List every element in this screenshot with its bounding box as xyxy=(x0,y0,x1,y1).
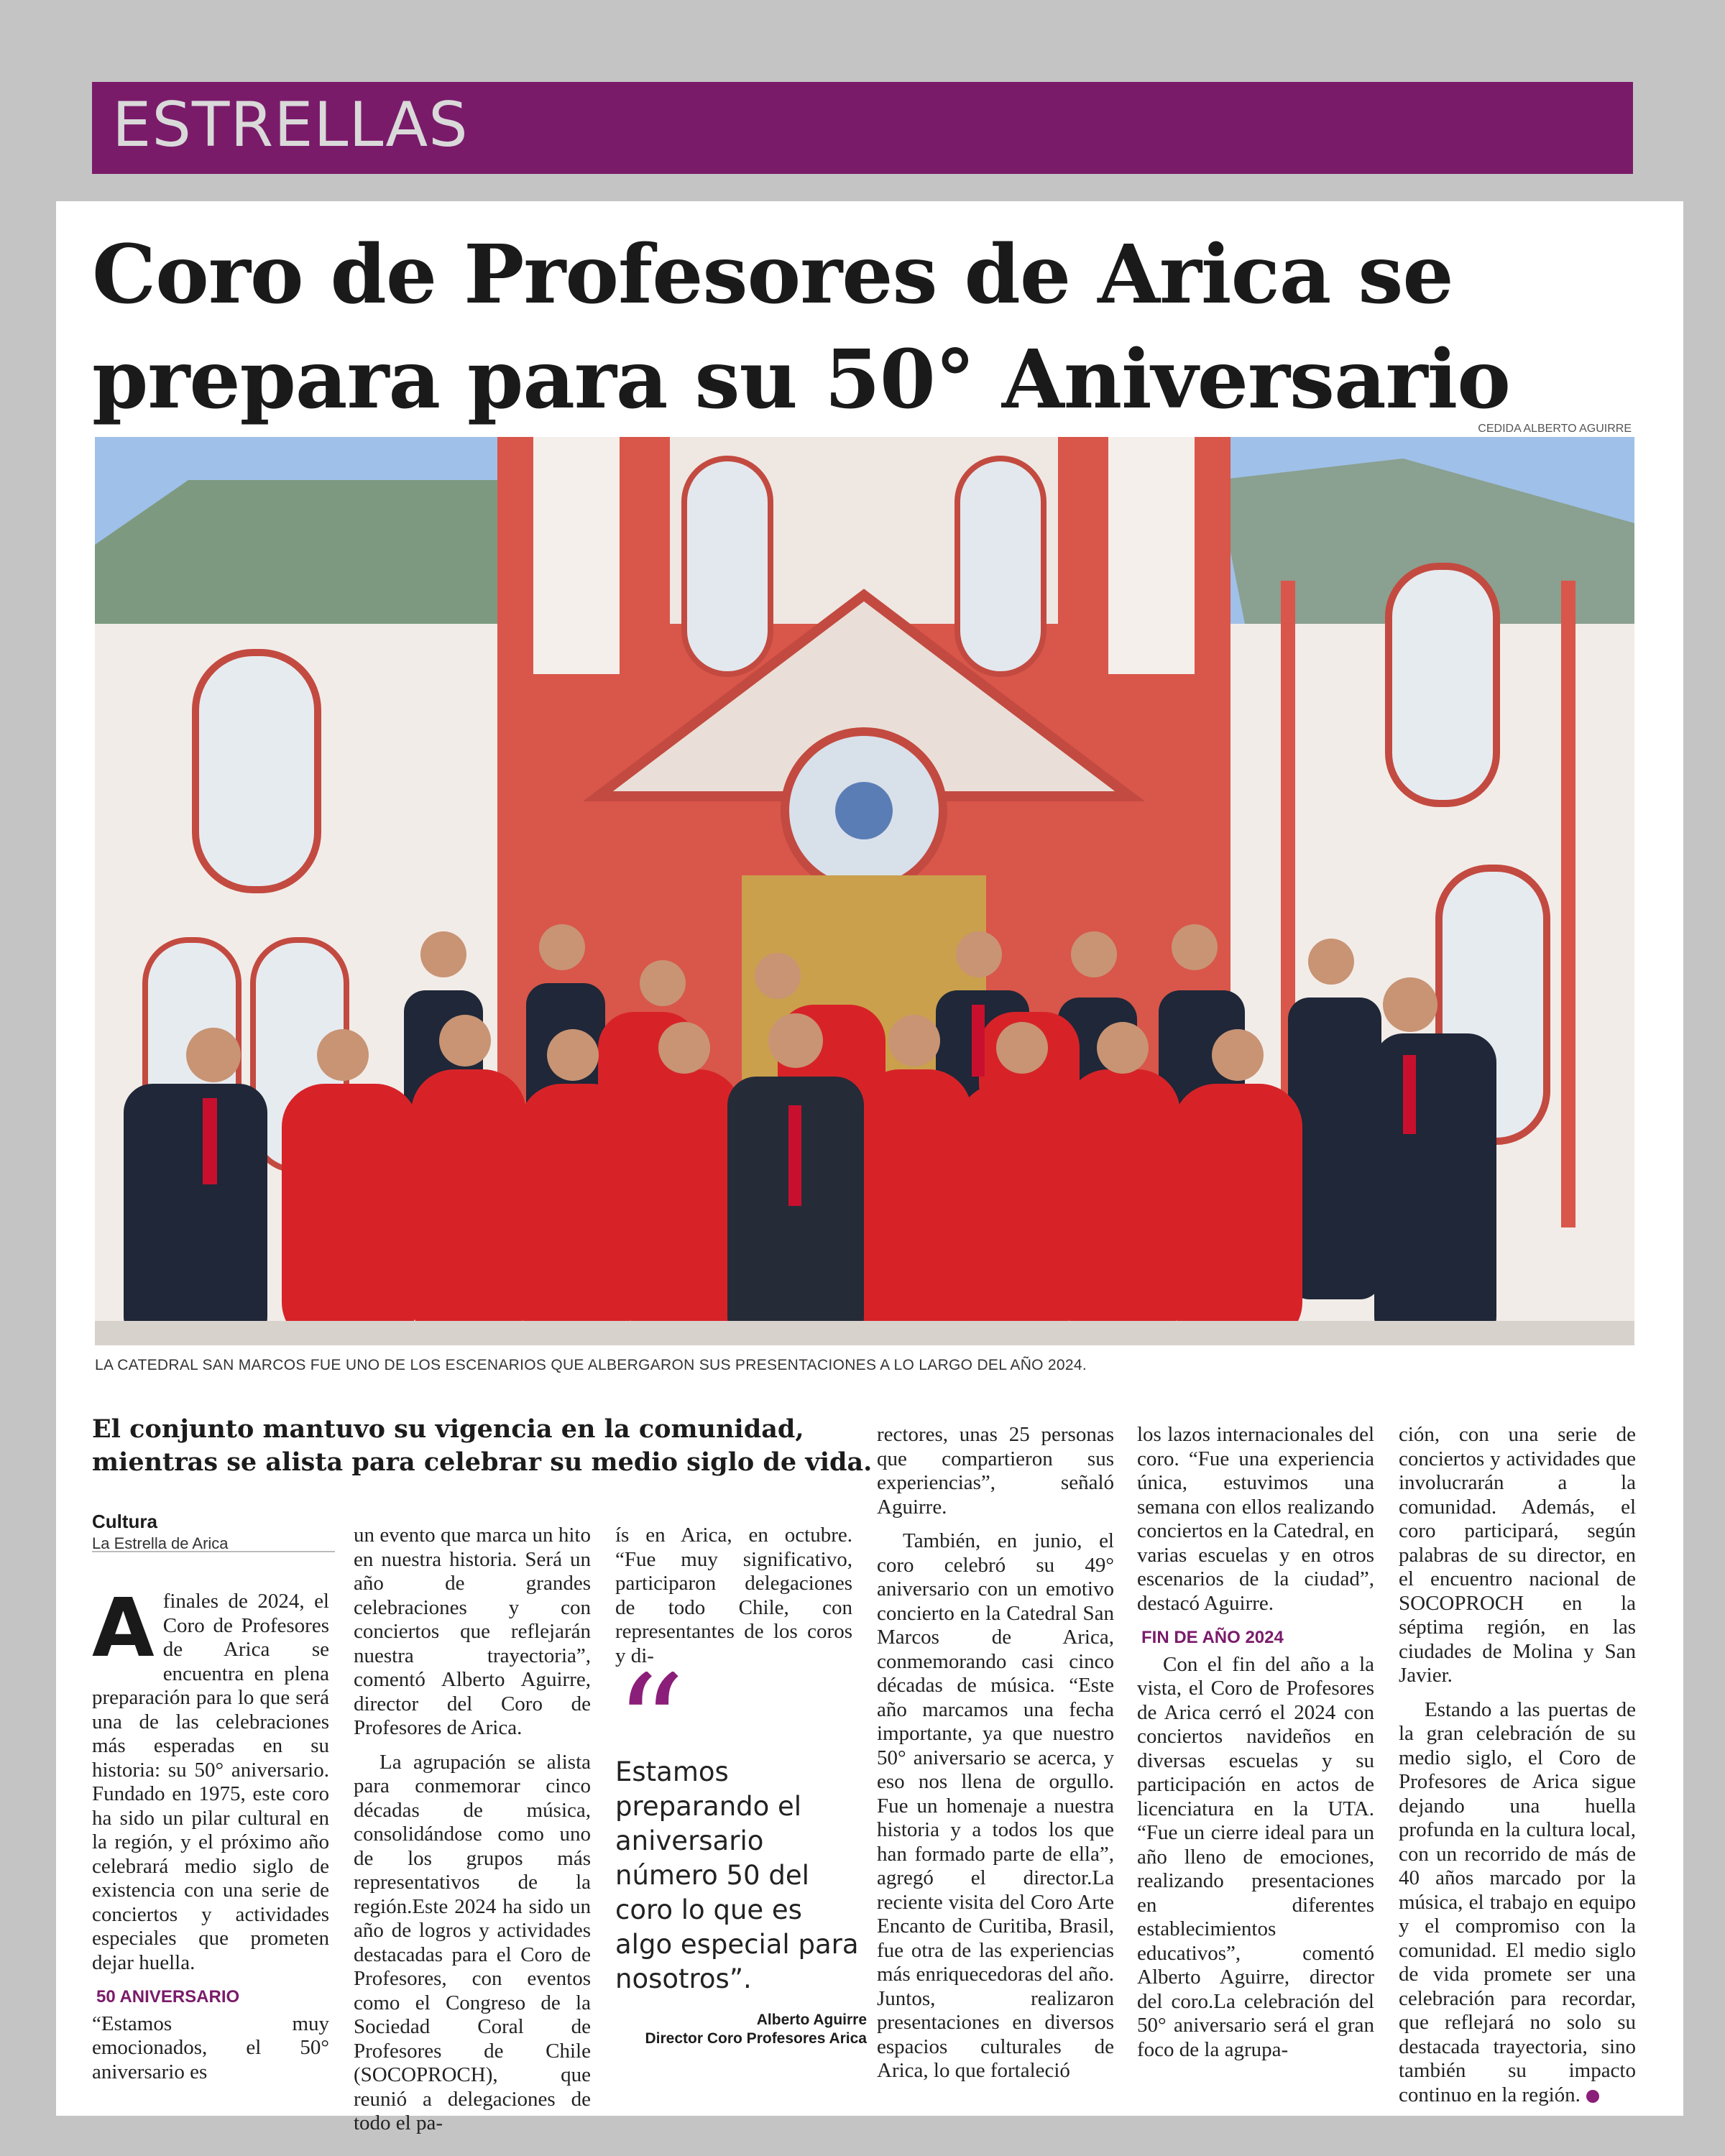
article-photo xyxy=(95,437,1634,1345)
photo-caption: LA CATEDRAL SAN MARCOS FUE UNO DE LOS ESCENARIOS QUE ALBERGARON SUS PRESENTACIONES A LO LARGO DEL AÑO 2024. xyxy=(95,1357,1087,1373)
drop-cap: A xyxy=(92,1582,155,1675)
body-paragraph: ís en Arica, en octubre. “Fue muy significativo, participaron delegaciones de todo Chile, con representantes de los coros y di- xyxy=(615,1524,852,1667)
end-mark-icon xyxy=(1586,2090,1599,2103)
subhead-fin-de-ano: FIN DE AÑO 2024 xyxy=(1141,1628,1284,1647)
article-column-6 xyxy=(1399,1423,1636,2107)
body-paragraph: La agrupación se alista para conmemorar cinco décadas de música, consolidándose como uno de los grupos más representativos de la región.Este 2024 ha sido un año de logros y actividades destacadas para el Coro de Profesores, con eventos como el Congreso de la Sociedad Coral de Profesores de Chile (SOCOPROCH), que reunió a delegaciones de todo el pa- xyxy=(354,1750,591,2134)
quote-attribution xyxy=(615,2011,867,2048)
body-paragraph: un evento que marca un hito en nuestra historia. Será un año de grandes celebraciones y con conciertos que reflejarán nuestra trayectoria”, comentó Alberto Aguirre, director del Coro de Profesores de Arica. xyxy=(354,1524,591,1739)
byline-source: La Estrella de Arica xyxy=(92,1534,229,1552)
body-paragraph: También, en junio, el coro celebró su 49° aniversario con un emotivo concierto en la Catedral San Marcos de Arica, conmemorando casi cinco décadas de música. “Este año marcamos una fecha importante, ya que nuestro 50° aniversario se acerca, y eso nos llena de orgullo. Fue un homenaje a nuestra historia y a todos los que han formado parte de ella”, agregó el director.La reciente visita del Coro Arte Encanto de Curitiba, Brasil, fue otra de las experiencias más enriquecedoras del año. Juntos, realizaron presentaciones en diversos espacios culturales de Arica, lo que fortaleció xyxy=(877,1529,1114,2082)
byline-section: Cultura xyxy=(92,1511,157,1532)
photo-credit: CEDIDA ALBERTO AGUIRRE xyxy=(1478,423,1632,435)
body-paragraph: “Estamos muy emocionados, el 50° aniversario es xyxy=(92,2012,329,2083)
byline xyxy=(92,1511,229,1553)
body-paragraph: rectores, unas 25 personas que compartieron sus experiencias”, señaló Aguirre. xyxy=(877,1423,1114,1519)
article-column-1 xyxy=(92,1582,329,2084)
subhead-50-aniversario: 50 ANIVERSARIO xyxy=(96,1987,240,2007)
section-banner xyxy=(92,82,1633,174)
article-column-2 xyxy=(354,1524,591,2136)
lead-paragraph xyxy=(92,1582,329,1975)
body-paragraph xyxy=(1399,1698,1636,2108)
article-deck: El conjunto mantuvo su vigencia en la comunidad, mientras se alista para celebrar su medio siglo de vida. xyxy=(92,1414,873,1477)
quote-mark-icon xyxy=(615,1672,867,1751)
lead-text: finales de 2024, el Coro de Profesores de Arica se encuentra en plena preparación para lo que será una de las celebraciones más esperadas en su historia: su 50° aniversario. Fundado en 1975, este coro ha sido un pilar cultural en la región, y el próximo año celebrará medio siglo de existencia con una serie de conciertos y actividades especiales que prometen dejar huella. xyxy=(92,1590,329,1974)
cathedral-choir-illustration xyxy=(95,437,1634,1345)
article-column-4 xyxy=(877,1423,1114,2083)
article-column-3 xyxy=(615,1524,852,1668)
headline: Coro de Profesores de Arica se prepara para su 50° Aniversario xyxy=(92,228,1510,427)
body-paragraph: ción, con una serie de conciertos y actividades que involucrarán a la comunidad. Además, el coro participará, según palabras de su director, en el encuentro nacional de SOCOPROCH en la séptima región, en las ciudades de Molina y San Javier. xyxy=(1399,1423,1636,1687)
quote-author-role: Director Coro Profesores Arica xyxy=(645,2030,867,2047)
article-page xyxy=(56,201,1683,2134)
section-name: ESTRELLAS xyxy=(112,89,469,161)
article-column-5 xyxy=(1137,1423,1374,2062)
quote-author: Alberto Aguirre xyxy=(756,2012,867,2028)
pull-quote xyxy=(615,1672,867,2048)
body-paragraph: los lazos internacionales del coro. “Fue una experiencia única, estuvimos una semana con ellos realizando conciertos en la Catedral, en varias escuelas y en otros escenarios de la ciudad”, destacó Aguirre. xyxy=(1137,1423,1374,1615)
body-paragraph: Con el fin del año a la vista, el Coro de Profesores de Arica cerró el 2024 con conciertos navideños en diversas escuelas y su participación en actos de licenciatura en la UTA. “Fue un cierre ideal para un año lleno de emociones, realizando presentaciones en diferentes establecimientos educativos”, comentó Alberto Aguirre, director del coro.La celebración del 50° aniversario será el gran foco de la agrupa- xyxy=(1137,1652,1374,2061)
byline-divider xyxy=(92,1551,335,1552)
closing-text: Estando a las puertas de la gran celebración de su medio siglo, el Coro de Profesores de Arica sigue dejando una huella profunda en la cultura local, con un recorrido de más de 40 años marcado por la música, el trabajo en equipo y el compromiso con la comunidad. El medio siglo de vida promete ser una celebración para recordar, que reflejará no solo su destacada trayectoria, sino también su impacto continuo en la región. xyxy=(1399,1697,1636,2106)
quote-text: Estamos preparando el aniversario número 50 del coro lo que es algo especial para nosotros”. xyxy=(615,1756,859,1994)
